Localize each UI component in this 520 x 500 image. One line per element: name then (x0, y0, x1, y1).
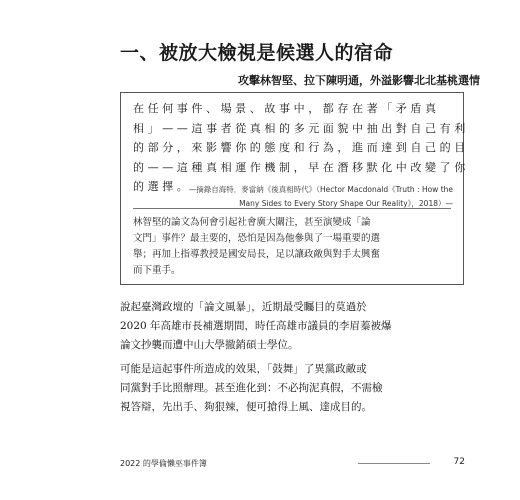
chapter-title: 一、被放大檢視是候選人的宿命 (120, 42, 394, 64)
body-paragraph (120, 298, 462, 355)
paragraph-line: 2020 年高雄市長補選期間，時任高雄市議員的李眉蓁被爆 (120, 320, 392, 332)
summary-line: 文門」事件？最主要的，恐怕是因為他參與了一場重要的選 (133, 233, 381, 244)
paragraph-line: 說起臺灣政壇的「論文風暴」，近期最受矚目的莫過於 (120, 301, 367, 313)
quote-line: 的選擇。 (133, 180, 192, 193)
quote-box (120, 92, 469, 285)
body-paragraph (120, 360, 462, 417)
quote-line: 的部分，來影響你的態度和行為，進而達到自己的目 (133, 141, 469, 154)
paragraph-line: 論文抄襲而遭中山大學撤銷碩士學位。 (120, 339, 299, 351)
paragraph-line: 同黨對手比照辦理。甚至進化到：不必拘泥真假，不需檢 (120, 382, 383, 394)
quote-citation (127, 183, 453, 211)
citation-line: —摘錄自海特．麥當納《後真相時代》（Hector Macdonald《Truth : How the (188, 185, 453, 194)
quote-line: 相」——這事者從真相的多元面貌中抽出對自己有利 (133, 121, 469, 135)
page-footer (120, 456, 465, 470)
box-divider (133, 208, 451, 209)
summary-line: 林智堅的論文為何會引起社會廣大關注，甚至演變成「論 (133, 217, 371, 228)
page-number: 72 (453, 457, 465, 467)
box-summary (133, 215, 451, 279)
citation-line: Many Sides to Every Story Shape Our Reality》，2018）— (239, 199, 453, 208)
epigraph-quote (133, 99, 469, 197)
paragraph-line: 視答辯，先出手、夠狠辣，便可搶得上風、達成目的。 (120, 401, 372, 413)
running-title: 2022 的學倫懶巫事件簿 (120, 459, 207, 468)
paragraph-line: 可能是這起事件所造成的效果，「鼓舞」了異黨政敵或 (120, 363, 367, 375)
footer-rule (358, 463, 430, 464)
chapter-subtitle: 攻擊林智堅、拉下陳明通，外溢影響北北基桃選情 (238, 74, 480, 87)
quote-line: 的——這種真相運作機制，早在潛移默化中改變了你 (133, 160, 469, 174)
summary-line: 舉；再加上指導教授是國安局長，足以讓政敵與對手太興奮 (133, 249, 381, 260)
quote-line: 在任何事件、場景、故事中，都存在著「矛盾真 (133, 102, 440, 115)
summary-line: 而下重手。 (133, 265, 181, 276)
